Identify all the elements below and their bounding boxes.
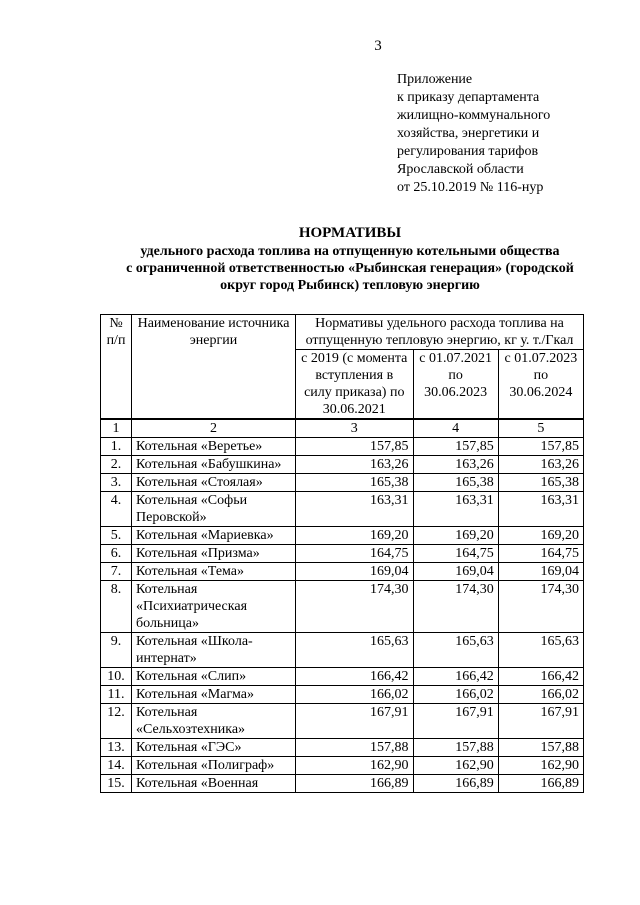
norm-value-period-2: 174,30	[413, 581, 498, 633]
header-number: № п/п	[101, 315, 132, 419]
norm-value-period-1: 157,88	[296, 739, 414, 757]
appendix-line: к приказу департамента	[397, 90, 540, 105]
row-number: 3.	[101, 474, 132, 492]
table-row	[101, 704, 584, 739]
norm-value-period-1: 163,26	[296, 456, 414, 474]
column-number: 2	[132, 420, 296, 438]
norm-value-period-1: 174,30	[296, 581, 414, 633]
document-title: НОРМАТИВЫ	[298, 225, 402, 241]
norm-value-period-1: 166,02	[296, 686, 414, 704]
source-name: Котельная «Полиграф»	[132, 757, 296, 775]
header-norms-group: Нормативы удельного расхода топлива на отпущенную тепловую энергию, кг у. т./Гкал	[296, 315, 584, 350]
appendix-line: от 25.10.2019 № 116-нур	[397, 180, 544, 195]
table-row	[101, 739, 584, 757]
row-number: 12.	[101, 704, 132, 739]
table-row	[101, 686, 584, 704]
appendix-line: регулирования тарифов	[397, 144, 539, 159]
norm-value-period-1: 165,38	[296, 474, 414, 492]
row-number: 9.	[101, 633, 132, 668]
column-number: 1	[101, 420, 132, 438]
appendix-line: хозяйства, энергетики и	[397, 126, 540, 141]
row-number: 6.	[101, 545, 132, 563]
source-name: Котельная «Школа-интернат»	[132, 633, 296, 668]
row-number: 15.	[101, 775, 132, 793]
norm-value-period-3: 174,30	[498, 581, 583, 633]
norms-table	[100, 314, 584, 793]
column-number: 3	[296, 420, 414, 438]
norm-value-period-2: 167,91	[413, 704, 498, 739]
row-number: 5.	[101, 527, 132, 545]
table-row	[101, 563, 584, 581]
source-name: Котельная «Сельхозтехника»	[132, 704, 296, 739]
row-number: 4.	[101, 492, 132, 527]
norm-value-period-1: 163,31	[296, 492, 414, 527]
norm-value-period-2: 169,20	[413, 527, 498, 545]
source-name: Котельная «Тема»	[132, 563, 296, 581]
row-number: 13.	[101, 739, 132, 757]
norm-value-period-2: 157,88	[413, 739, 498, 757]
source-name: Котельная «Стоялая»	[132, 474, 296, 492]
norm-value-period-3: 163,31	[498, 492, 583, 527]
norm-value-period-1: 166,89	[296, 775, 414, 793]
norm-value-period-3: 157,88	[498, 739, 583, 757]
source-name: Котельная «ГЭС»	[132, 739, 296, 757]
page-number: 3	[374, 38, 382, 54]
norm-value-period-2: 163,31	[413, 492, 498, 527]
table-row	[101, 527, 584, 545]
row-number: 2.	[101, 456, 132, 474]
document-heading	[90, 224, 610, 294]
norm-value-period-3: 165,38	[498, 474, 583, 492]
norm-value-period-2: 166,02	[413, 686, 498, 704]
source-name: Котельная «Бабушкина»	[132, 456, 296, 474]
norm-value-period-3: 162,90	[498, 757, 583, 775]
norm-value-period-2: 166,89	[413, 775, 498, 793]
table-row	[101, 456, 584, 474]
header-period-2: с 01.07.2021 по 30.06.2023	[413, 350, 498, 419]
norm-value-period-3: 167,91	[498, 704, 583, 739]
norm-value-period-3: 169,04	[498, 563, 583, 581]
source-name: Котельная «Веретье»	[132, 438, 296, 456]
header-period-3: с 01.07.2023 по 30.06.2024	[498, 350, 583, 419]
header-period-1: с 2019 (с момента вступления в силу приказа) по 30.06.2021	[296, 350, 414, 419]
heading-line-2: с ограниченной ответственностью «Рыбинская генерация» (городской	[126, 261, 574, 276]
norm-value-period-1: 167,91	[296, 704, 414, 739]
norm-value-period-2: 165,38	[413, 474, 498, 492]
heading-line-3: округ город Рыбинск) тепловую энергию	[220, 278, 480, 293]
row-number: 1.	[101, 438, 132, 456]
norm-value-period-3: 166,42	[498, 668, 583, 686]
table-row	[101, 474, 584, 492]
table-row	[101, 668, 584, 686]
table-row	[101, 633, 584, 668]
source-name: Котельная «Мариевка»	[132, 527, 296, 545]
norm-value-period-1: 169,20	[296, 527, 414, 545]
table-row	[101, 438, 584, 456]
row-number: 7.	[101, 563, 132, 581]
heading-line-1: удельного расхода топлива на отпущенную котельными общества	[140, 244, 560, 259]
appendix-line: Ярославской области	[397, 162, 524, 177]
table-row	[101, 775, 584, 793]
table-row	[101, 581, 584, 633]
row-number: 14.	[101, 757, 132, 775]
row-number: 10.	[101, 668, 132, 686]
norm-value-period-3: 164,75	[498, 545, 583, 563]
source-name: Котельная «Призма»	[132, 545, 296, 563]
norm-value-period-2: 163,26	[413, 456, 498, 474]
source-name: Котельная «Слип»	[132, 668, 296, 686]
source-name: Котельная «Софьи Перовской»	[132, 492, 296, 527]
norm-value-period-3: 165,63	[498, 633, 583, 668]
norm-value-period-2: 162,90	[413, 757, 498, 775]
source-name: Котельная «Психиатрическая больница»	[132, 581, 296, 633]
header-source-name: Наименование источника энергии	[132, 315, 296, 419]
column-number: 4	[413, 420, 498, 438]
norm-value-period-1: 169,04	[296, 563, 414, 581]
table-row	[101, 757, 584, 775]
norm-value-period-3: 169,20	[498, 527, 583, 545]
norm-value-period-1: 162,90	[296, 757, 414, 775]
norm-value-period-3: 157,85	[498, 438, 583, 456]
norm-value-period-1: 157,85	[296, 438, 414, 456]
norm-value-period-2: 166,42	[413, 668, 498, 686]
source-name: Котельная «Военная	[132, 775, 296, 793]
norm-value-period-3: 166,02	[498, 686, 583, 704]
column-numbers-row	[101, 420, 584, 438]
table-row	[101, 545, 584, 563]
source-name: Котельная «Магма»	[132, 686, 296, 704]
norm-value-period-1: 165,63	[296, 633, 414, 668]
norm-value-period-1: 164,75	[296, 545, 414, 563]
row-number: 8.	[101, 581, 132, 633]
norm-value-period-2: 165,63	[413, 633, 498, 668]
row-number: 11.	[101, 686, 132, 704]
appendix-line: Приложение	[397, 72, 473, 87]
norm-value-period-3: 163,26	[498, 456, 583, 474]
norm-value-period-3: 166,89	[498, 775, 583, 793]
norm-value-period-2: 169,04	[413, 563, 498, 581]
norm-value-period-2: 164,75	[413, 545, 498, 563]
appendix-block	[397, 71, 550, 197]
appendix-line: жилищно-коммунального	[397, 108, 551, 123]
column-number: 5	[498, 420, 583, 438]
norm-value-period-2: 157,85	[413, 438, 498, 456]
table-row	[101, 492, 584, 527]
norm-value-period-1: 166,42	[296, 668, 414, 686]
